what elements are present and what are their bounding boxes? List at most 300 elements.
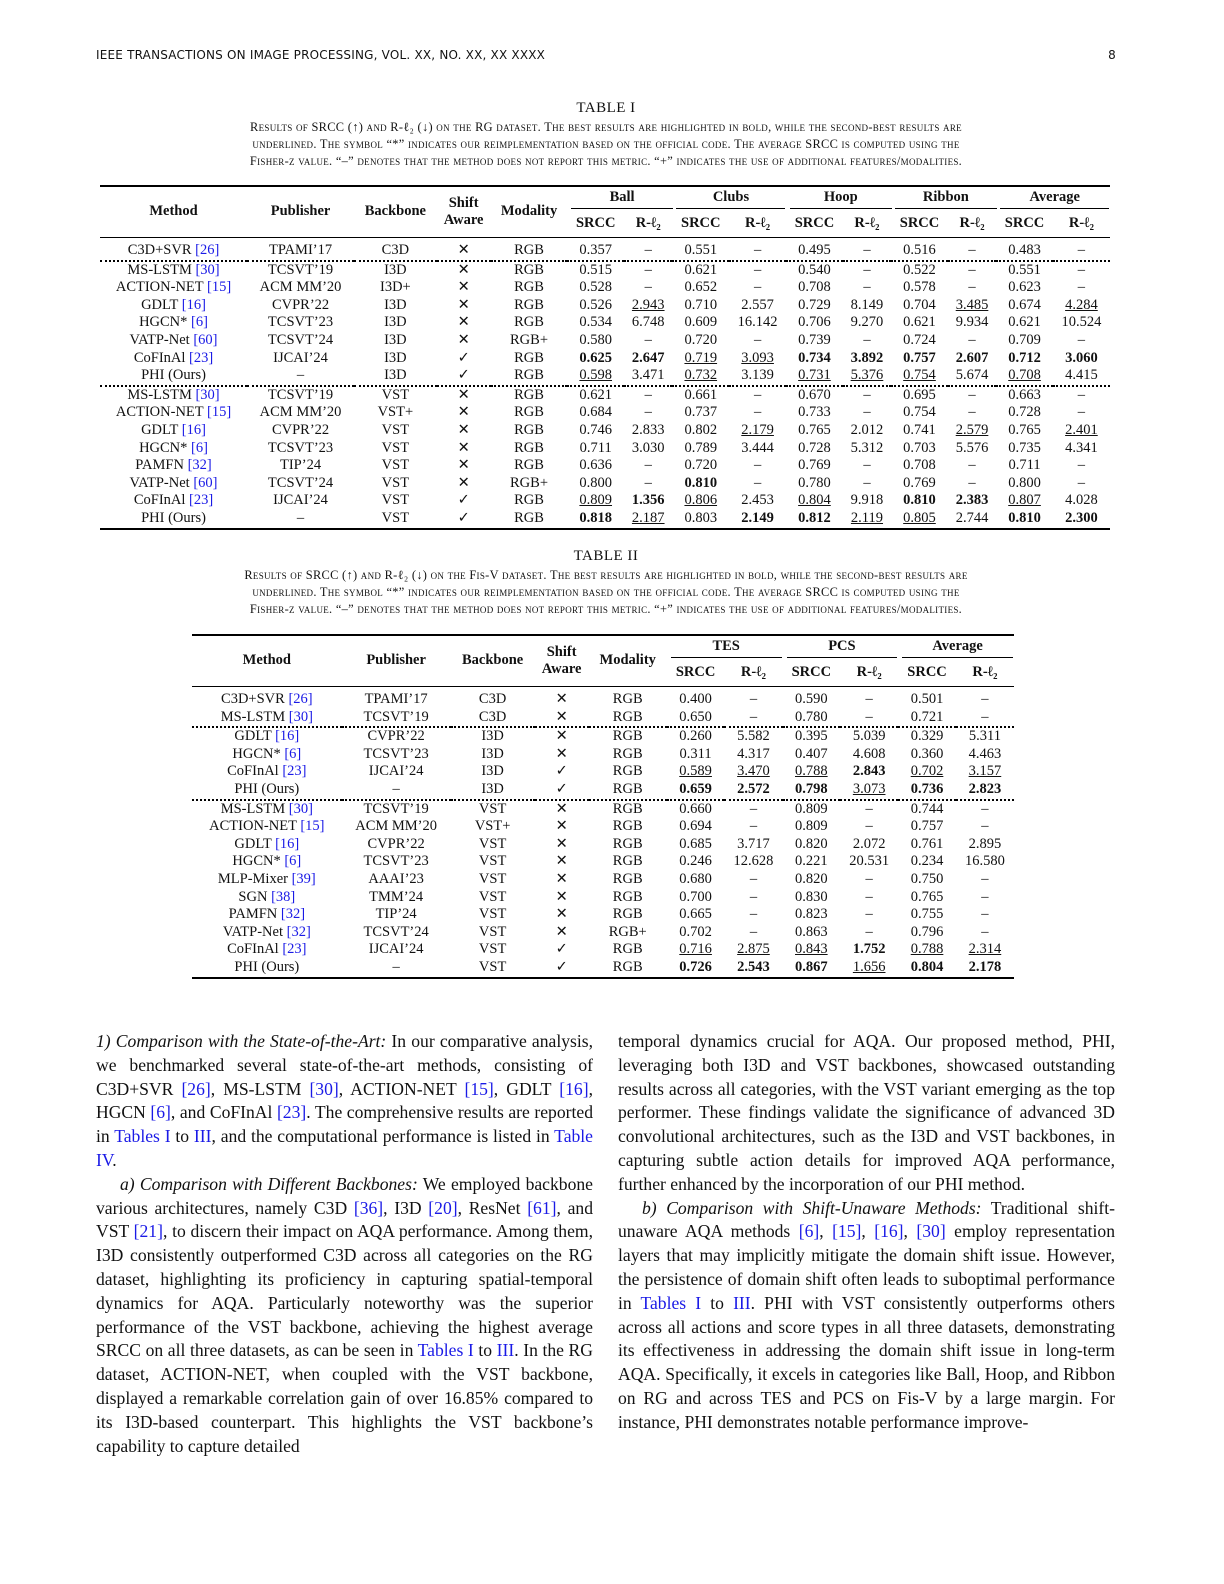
- backbone-cell: VST: [478, 835, 507, 852]
- table-row: [100, 261, 1110, 280]
- citation-link[interactable]: Tables I: [640, 1292, 702, 1313]
- table-row: [100, 367, 1110, 386]
- srcc-value: 0.260: [667, 727, 725, 746]
- rl2-value: –: [644, 404, 652, 421]
- table-row: [192, 871, 1014, 889]
- col-rl2: R-ℓ₂: [854, 215, 880, 232]
- rl2-value: –: [981, 708, 989, 725]
- modality-cell: RGB: [514, 439, 544, 456]
- citation-link[interactable]: [15]: [207, 404, 232, 421]
- citation-link[interactable]: [16]: [275, 728, 300, 745]
- publisher-cell: CVPR’22: [271, 421, 330, 438]
- col-shift-aware: Shift Aware: [541, 644, 582, 677]
- citation-link[interactable]: [23]: [282, 941, 307, 958]
- body-text: to: [473, 1340, 497, 1361]
- modality-cell: RGB: [514, 492, 544, 509]
- rl2-value: 1.356: [631, 492, 665, 509]
- rl2-value: 2.943: [631, 296, 665, 313]
- citation-link[interactable]: [16]: [181, 421, 206, 438]
- rl2-value: –: [644, 279, 652, 296]
- rl2-value: 3.892: [850, 349, 884, 366]
- paragraph: [96, 1173, 593, 1459]
- table-row: [192, 906, 1014, 924]
- citation-link[interactable]: [26]: [181, 1078, 211, 1099]
- method-name: ACTION-NET: [209, 818, 301, 835]
- method-cell: [100, 422, 247, 440]
- body-text: , GDLT: [493, 1078, 560, 1099]
- publisher-cell: TCSVT’19: [363, 708, 429, 725]
- srcc-value: 0.729: [798, 296, 831, 313]
- rl2-value: 5.674: [955, 367, 989, 384]
- publisher-cell: CVPR’22: [367, 835, 425, 852]
- caption-line: Fisher-z value. “–” denotes that the method does not report this metric. “+” indicates the use of additional features/modalities.: [249, 602, 963, 616]
- shift-aware-cell: ✕: [535, 727, 589, 746]
- body-text: , ACTION-NET: [338, 1078, 465, 1099]
- table-row: [100, 510, 1110, 529]
- publisher-cell: IJCAI’24: [368, 941, 424, 958]
- rl2-value: 4.341: [1065, 439, 1098, 456]
- srcc-value: 0.809: [795, 818, 828, 835]
- rl2-value: –: [968, 457, 976, 474]
- rl2-value: 5.039: [840, 727, 898, 746]
- citation-link[interactable]: [36]: [353, 1197, 384, 1218]
- srcc-value: 0.709: [1008, 331, 1041, 348]
- publisher-cell: TPAMI’17: [268, 242, 333, 258]
- publisher-cell: IJCAI’24: [368, 763, 424, 780]
- citation-link[interactable]: [23]: [189, 349, 214, 366]
- srcc-value: 0.812: [798, 509, 831, 526]
- table1: [100, 185, 1110, 530]
- modality-cell: RGB: [514, 367, 544, 384]
- modality-cell: RGB: [612, 958, 643, 975]
- srcc-value: 0.809: [783, 800, 841, 819]
- rl2-value: 3.717: [737, 835, 770, 852]
- shift-aware-cell: ✕: [457, 331, 470, 348]
- method-name: ACTION-NET: [115, 279, 207, 296]
- backbone-cell: VST: [381, 457, 410, 474]
- table-row: [192, 709, 1014, 728]
- rl2-value: –: [644, 331, 652, 348]
- method-name: VATP-Net: [222, 923, 287, 940]
- rl2-value: 2.149: [741, 509, 774, 526]
- backbone-cell: VST: [451, 800, 535, 819]
- srcc-value: 0.665: [679, 906, 712, 923]
- srcc-value: 0.802: [684, 421, 718, 438]
- backbone-cell: I3D: [384, 349, 407, 366]
- srcc-value: 0.788: [795, 763, 828, 780]
- rl2-value: –: [724, 800, 782, 819]
- srcc-value: 0.818: [579, 509, 613, 526]
- method-name: SGN: [238, 888, 272, 905]
- rl2-value: 3.444: [741, 439, 774, 456]
- method-name: C3D+SVR: [221, 691, 289, 707]
- modality-cell: RGB: [612, 818, 643, 835]
- rl2-value: –: [644, 457, 652, 474]
- citation-link[interactable]: [6]: [150, 1102, 171, 1123]
- rl2-value: –: [863, 404, 871, 421]
- rl2-value: –: [749, 691, 758, 707]
- citation-link[interactable]: [23]: [282, 763, 307, 780]
- srcc-value: 0.650: [679, 708, 712, 725]
- table-row: [100, 238, 1110, 261]
- rl2-value: –: [1077, 242, 1086, 258]
- modality-cell: RGB: [612, 745, 643, 762]
- method-cell: [100, 332, 247, 350]
- rl2-value: –: [981, 906, 989, 923]
- citation-link[interactable]: [30]: [195, 386, 220, 403]
- publisher-cell: AAAI’23: [368, 870, 424, 887]
- citation-link[interactable]: [16]: [559, 1078, 589, 1099]
- method-cell: [192, 687, 342, 709]
- srcc-value: 0.721: [910, 708, 944, 725]
- group-header: Average: [898, 635, 1014, 660]
- rl2-value: 3.485: [955, 296, 989, 313]
- srcc-value: 0.712: [1008, 349, 1041, 366]
- method-cell: [192, 959, 342, 978]
- rl2-value: –: [729, 386, 786, 405]
- srcc-value: 0.810: [903, 492, 936, 509]
- rl2-value: –: [753, 404, 762, 421]
- citation-link[interactable]: [38]: [271, 888, 296, 905]
- citation-link[interactable]: [16]: [275, 835, 300, 852]
- rl2-value: 4.028: [1065, 492, 1098, 509]
- srcc-value: 0.739: [798, 331, 831, 348]
- method-name: PHI (Ours): [234, 958, 300, 975]
- table-row: [100, 314, 1110, 332]
- rl2-value: –: [863, 242, 871, 258]
- backbone-cell: VST: [478, 941, 507, 958]
- rl2-value: 10.524: [1061, 314, 1102, 331]
- method-name: C3D+SVR: [127, 242, 196, 258]
- citation-link[interactable]: [39]: [291, 870, 316, 887]
- subsection-heading: b) Comparison with Shift-Unaware Methods:: [642, 1197, 982, 1218]
- shift-aware-cell: ✕: [555, 691, 568, 707]
- col-rl2: R-ℓ₂: [635, 215, 661, 232]
- srcc-value: 0.820: [795, 870, 828, 887]
- backbone-cell: I3D: [384, 367, 407, 384]
- srcc-value: 0.598: [579, 367, 613, 384]
- body-text: . PHI with VST consistently outperforms others across all actions and score types in all three datasets, demonstrating its effectiveness in addressing the domain shift issue in long-term AQA. Specifically, it excels in categories like Ball, Hoop, and Ribbon on RG and across TES and PCS on Fis-V by a large margin. For instance, PHI demonstrates notable performance improve-: [618, 1292, 1116, 1432]
- col-rl2: R-ℓ₂: [740, 664, 766, 681]
- publisher-cell: TCSVT’23: [267, 314, 334, 331]
- srcc-value: 0.695: [891, 386, 948, 405]
- col-backbone: Backbone: [364, 203, 426, 220]
- method-name: CoFInAl: [227, 763, 283, 780]
- srcc-value: 0.754: [903, 367, 936, 384]
- citation-link[interactable]: [60]: [193, 474, 218, 491]
- srcc-value: 0.800: [1008, 474, 1041, 491]
- rl2-value: 5.376: [850, 367, 884, 384]
- journal-title: IEEE TRANSACTIONS ON IMAGE PROCESSING, VOL. XX, NO. XX, XX XXXX: [96, 48, 546, 62]
- shift-aware-cell: ✕: [555, 708, 568, 725]
- publisher-cell: TIP’24: [375, 906, 417, 923]
- citation-link[interactable]: [26]: [195, 242, 220, 258]
- citation-link[interactable]: [16]: [181, 296, 206, 313]
- shift-aware-cell: ✕: [457, 421, 470, 438]
- srcc-value: 0.708: [798, 279, 831, 296]
- rl2-value: –: [968, 242, 976, 258]
- backbone-cell: I3D: [384, 296, 407, 313]
- citation-link[interactable]: [26]: [288, 691, 313, 707]
- rl2-value: 3.030: [631, 439, 665, 456]
- backbone-cell: VST: [478, 958, 507, 975]
- publisher-cell: TCSVT’23: [363, 745, 429, 762]
- rl2-value: 2.179: [741, 421, 774, 438]
- rl2-value: 2.383: [955, 492, 989, 509]
- body-text: ,: [903, 1221, 917, 1242]
- backbone-cell: VST+: [377, 404, 414, 421]
- shift-aware-cell: ✓: [555, 763, 568, 780]
- publisher-cell: TCSVT’19: [247, 386, 354, 405]
- citation-link[interactable]: [16]: [874, 1221, 904, 1242]
- srcc-value: 0.540: [786, 261, 843, 280]
- citation-link[interactable]: [32]: [286, 923, 311, 940]
- citation-link[interactable]: [30]: [288, 800, 313, 817]
- citation-link[interactable]: [61]: [527, 1197, 557, 1218]
- method-name: PHI (Ours): [234, 780, 300, 797]
- citation-link[interactable]: [30]: [195, 261, 220, 278]
- rl2-value: 9.918: [850, 492, 884, 509]
- rl2-value: –: [981, 818, 989, 835]
- col-method: Method: [242, 652, 291, 669]
- subsection-heading: 1) Comparison with the State-of-the-Art:: [96, 1031, 387, 1051]
- method-cell: [100, 386, 247, 405]
- shift-aware-cell: ✓: [457, 349, 470, 366]
- rl2-value: 2.072: [852, 835, 886, 852]
- method-name: CoFInAl: [133, 492, 190, 509]
- backbone-cell: VST: [478, 906, 507, 923]
- srcc-value: 0.765: [798, 421, 831, 438]
- rl2-value: 4.415: [1065, 367, 1098, 384]
- citation-link[interactable]: [30]: [309, 1078, 339, 1099]
- citation-link[interactable]: [23]: [189, 492, 214, 509]
- method-name: HGCN*: [232, 853, 285, 870]
- publisher-cell: CVPR’22: [342, 727, 451, 746]
- citation-link[interactable]: [32]: [187, 457, 212, 474]
- method-cell: [100, 404, 247, 422]
- modality-cell: RGB: [491, 261, 568, 280]
- srcc-value: 0.515: [567, 261, 624, 280]
- citation-link[interactable]: III: [733, 1292, 751, 1313]
- rl2-value: 3.093: [741, 349, 774, 366]
- citation-link[interactable]: [30]: [288, 708, 313, 725]
- method-name: VATP-Net: [129, 474, 194, 491]
- col-srcc: SRCC: [791, 664, 832, 681]
- srcc-value: 0.843: [795, 941, 828, 958]
- citation-link[interactable]: [6]: [284, 853, 302, 870]
- method-name: PAMFN: [228, 906, 281, 923]
- shift-aware-cell: ✓: [555, 958, 568, 975]
- citation-link[interactable]: [60]: [193, 331, 218, 348]
- citation-link[interactable]: [23]: [276, 1102, 307, 1123]
- body-text: employ representation layers that may implicitly mitigate the domain shift issue. However, the persistence of domain shift often leads to suboptimal performance in: [618, 1221, 1116, 1313]
- rl2-value: 2.453: [741, 492, 774, 509]
- publisher-cell: IJCAI’24: [273, 349, 328, 366]
- srcc-value: 0.661: [672, 386, 729, 405]
- citation-link[interactable]: [20]: [428, 1197, 458, 1218]
- table1-caption-text: [96, 119, 1116, 170]
- modality-cell: RGB: [514, 404, 544, 421]
- srcc-value: 0.800: [579, 474, 613, 491]
- citation-link[interactable]: [30]: [916, 1221, 946, 1242]
- method-name: GDLT: [141, 296, 182, 313]
- srcc-value: 0.820: [795, 835, 828, 852]
- rl2-value: 2.314: [968, 941, 1002, 958]
- method-name: CoFInAl: [227, 941, 283, 958]
- shift-aware-cell: ✕: [535, 800, 589, 819]
- backbone-cell: I3D: [384, 314, 407, 331]
- body-text: , and the computational performance is listed in: [211, 1126, 555, 1147]
- col-rl2: R-ℓ₂: [745, 215, 771, 232]
- col-rl2: R-ℓ₂: [856, 664, 882, 681]
- srcc-value: 0.708: [903, 457, 936, 474]
- citation-link[interactable]: [6]: [191, 314, 208, 331]
- srcc-value: 0.807: [1008, 492, 1041, 509]
- modality-cell: RGB: [589, 800, 667, 819]
- backbone-cell: VST: [478, 888, 507, 905]
- citation-link[interactable]: [15]: [832, 1221, 862, 1242]
- srcc-value: 0.736: [910, 780, 944, 797]
- rl2-value: 4.317: [737, 745, 770, 762]
- method-cell: [100, 314, 247, 332]
- rl2-value: 2.579: [955, 421, 989, 438]
- backbone-cell: VST: [381, 492, 410, 509]
- rl2-value: –: [729, 261, 786, 280]
- srcc-value: 0.329: [898, 727, 956, 746]
- srcc-value: 0.663: [996, 386, 1053, 405]
- method-name: HGCN*: [139, 439, 192, 456]
- shift-aware-cell: ✕: [555, 853, 568, 870]
- table-row: [192, 941, 1014, 959]
- method-name: GDLT: [141, 421, 182, 438]
- rl2-value: –: [981, 888, 989, 905]
- publisher-cell: TCSVT’24: [363, 923, 429, 940]
- rl2-value: –: [865, 708, 873, 725]
- rl2-value: 2.833: [631, 421, 665, 438]
- srcc-value: 0.809: [579, 492, 613, 509]
- table-row: [100, 475, 1110, 493]
- method-name: HGCN*: [139, 314, 192, 331]
- citation-link[interactable]: [21]: [133, 1221, 163, 1242]
- rl2-value: 9.934: [955, 314, 989, 331]
- modality-cell: RGB: [514, 509, 544, 526]
- rl2-value: 4.608: [852, 745, 886, 762]
- rl2-value: –: [840, 800, 898, 819]
- method-name: GDLT: [234, 728, 276, 745]
- srcc-value: 0.780: [798, 474, 831, 491]
- citation-link[interactable]: III: [496, 1340, 515, 1361]
- method-name: GDLT: [234, 835, 276, 852]
- table-row: [100, 422, 1110, 440]
- srcc-value: 0.522: [891, 261, 948, 280]
- shift-aware-cell: ✓: [555, 780, 568, 797]
- rl2-value: –: [865, 818, 873, 835]
- shift-aware-cell: ✕: [555, 906, 568, 923]
- citation-link[interactable]: Table IV: [96, 1126, 593, 1170]
- rl2-value: 3.060: [1065, 349, 1098, 366]
- publisher-cell: TMM’24: [369, 888, 424, 905]
- publisher-cell: TIP’24: [280, 457, 322, 474]
- body-column-right: [618, 1030, 1115, 1435]
- citation-link[interactable]: [15]: [300, 818, 325, 835]
- method-cell: [100, 261, 247, 280]
- citation-link[interactable]: Tables I: [417, 1340, 474, 1361]
- citation-link[interactable]: [32]: [280, 906, 306, 923]
- citation-link[interactable]: [6]: [191, 439, 208, 456]
- method-name: HGCN*: [232, 745, 285, 762]
- rl2-value: 6.748: [631, 314, 665, 331]
- backbone-cell: VST: [478, 853, 507, 870]
- rl2-value: –: [865, 888, 873, 905]
- table2-label: TABLE II: [573, 548, 639, 564]
- body-text: ,: [819, 1221, 833, 1242]
- rl2-value: 4.463: [968, 745, 1002, 762]
- rl2-value: 5.311: [956, 727, 1014, 746]
- srcc-value: 0.788: [910, 941, 944, 958]
- rl2-value: 2.543: [737, 958, 770, 975]
- shift-aware-cell: ✕: [457, 296, 470, 313]
- citation-link[interactable]: [15]: [207, 279, 232, 296]
- table-row: [100, 457, 1110, 475]
- srcc-value: 0.806: [684, 492, 718, 509]
- citation-link[interactable]: [15]: [464, 1078, 494, 1099]
- backbone-cell: I3D: [481, 745, 504, 762]
- publisher-cell: TCSVT’19: [247, 261, 354, 280]
- method-cell: [100, 440, 247, 458]
- srcc-value: 0.516: [903, 242, 936, 258]
- citation-link[interactable]: Tables I: [114, 1126, 171, 1147]
- rl2-value: –: [753, 279, 762, 296]
- rl2-value: 16.580: [964, 853, 1005, 870]
- table-row: [192, 889, 1014, 907]
- citation-link[interactable]: [6]: [284, 745, 302, 762]
- srcc-value: 0.652: [684, 279, 718, 296]
- rl2-value: 2.401: [1065, 421, 1098, 438]
- publisher-cell: TCSVT’24: [267, 331, 334, 348]
- table1-label: TABLE I: [576, 100, 636, 116]
- srcc-value: 0.659: [679, 780, 712, 797]
- modality-cell: RGB: [612, 780, 643, 797]
- group-header: Average: [996, 186, 1110, 211]
- col-srcc: SRCC: [794, 215, 835, 232]
- method-cell: [192, 781, 342, 800]
- backbone-cell: I3D: [481, 763, 504, 780]
- modality-cell: RGB: [514, 279, 544, 296]
- col-srcc: SRCC: [575, 215, 616, 232]
- srcc-value: 0.769: [798, 457, 831, 474]
- rl2-value: 3.157: [968, 763, 1002, 780]
- citation-link[interactable]: III: [193, 1126, 212, 1147]
- srcc-value: 0.680: [679, 870, 712, 887]
- rl2-value: –: [865, 906, 873, 923]
- rl2-value: 4.284: [1065, 296, 1098, 313]
- srcc-value: 0.501: [910, 691, 944, 707]
- body-text: to: [170, 1126, 194, 1147]
- col-publisher: Publisher: [366, 652, 426, 669]
- srcc-value: 0.589: [679, 763, 712, 780]
- srcc-value: 0.221: [795, 853, 828, 870]
- srcc-value: 0.863: [795, 923, 828, 940]
- table-row: [100, 404, 1110, 422]
- rl2-value: –: [981, 923, 989, 940]
- citation-link[interactable]: [6]: [798, 1221, 820, 1242]
- srcc-value: 0.810: [1008, 509, 1041, 526]
- modality-cell: RGB+: [608, 923, 647, 940]
- rl2-value: –: [968, 474, 976, 491]
- body-text: , I3D: [383, 1197, 429, 1218]
- col-modality: Modality: [500, 203, 558, 220]
- srcc-value: 0.684: [579, 404, 613, 421]
